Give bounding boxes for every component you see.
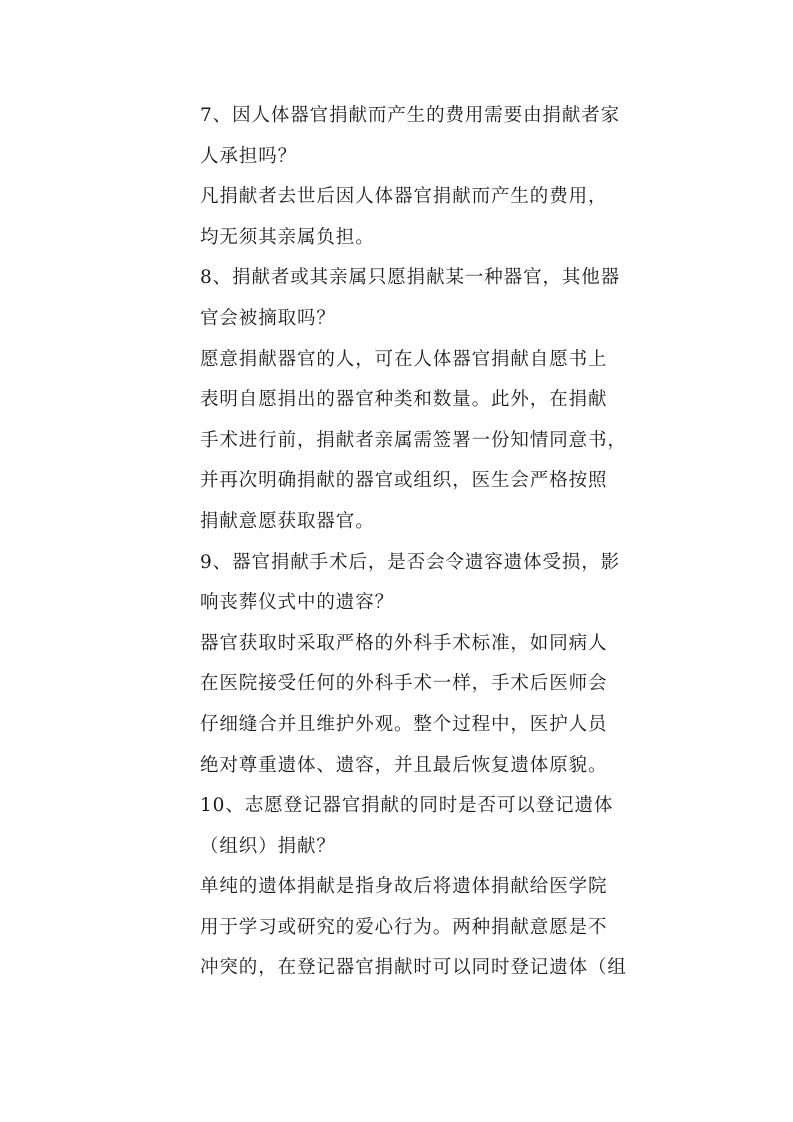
question-7-line-2: 人承担吗？ xyxy=(200,145,298,167)
answer-10-line-2: 用于学习或研究的爱心行为。两种捐献意愿是不 xyxy=(200,916,608,938)
answer-8-line-5: 捐献意愿获取器官。 xyxy=(200,510,375,532)
answer-8-line-2: 表明自愿捐出的器官种类和数量。此外，在捐献 xyxy=(200,389,608,411)
answer-8-line-4: 并再次明确捐献的器官或组织，医生会严格按照 xyxy=(200,470,608,492)
answer-7-line-2: 均无须其亲属负担。 xyxy=(200,226,375,248)
question-8-line-1: 8、捐献者或其亲属只愿捐献某一种器官，其他器 xyxy=(200,267,621,289)
answer-9-line-3: 仔细缝合并且维护外观。整个过程中，医护人员 xyxy=(200,713,608,735)
question-9-line-2: 响丧葬仪式中的遗容？ xyxy=(200,592,395,614)
question-8-line-2: 官会被摘取吗？ xyxy=(200,307,336,329)
answer-9-line-4: 绝对尊重遗体、遗容，并且最后恢复遗体原貌。 xyxy=(200,754,608,776)
answer-10-line-1: 单纯的遗体捐献是指身故后将遗体捐献给医学院 xyxy=(200,876,608,898)
question-10-line-1: 10、志愿登记器官捐献的同时是否可以登记遗体 xyxy=(200,795,614,817)
question-9-line-1: 9、器官捐献手术后，是否会令遗容遗体受损，影 xyxy=(200,551,621,573)
answer-9-line-2: 在医院接受任何的外科手术一样，手术后医师会 xyxy=(200,673,608,695)
faq-text-body xyxy=(200,96,627,989)
question-7-line-1: 7、因人体器官捐献而产生的费用需要由捐献者家 xyxy=(200,105,621,126)
answer-10-line-3: 冲突的，在登记器官捐献时可以同时登记遗体（组 xyxy=(200,957,627,979)
question-10-line-2: （组织）捐献？ xyxy=(200,835,336,857)
answer-8-line-3: 手术进行前，捐献者亲属需签署一份知情同意书， xyxy=(200,429,627,451)
answer-8-line-1: 愿意捐献器官的人，可在人体器官捐献自愿书上 xyxy=(200,348,608,370)
answer-7-line-1: 凡捐献者去世后因人体器官捐献而产生的费用， xyxy=(200,186,608,208)
answer-9-line-1: 器官获取时采取严格的外科手术标准，如同病人 xyxy=(200,632,608,654)
